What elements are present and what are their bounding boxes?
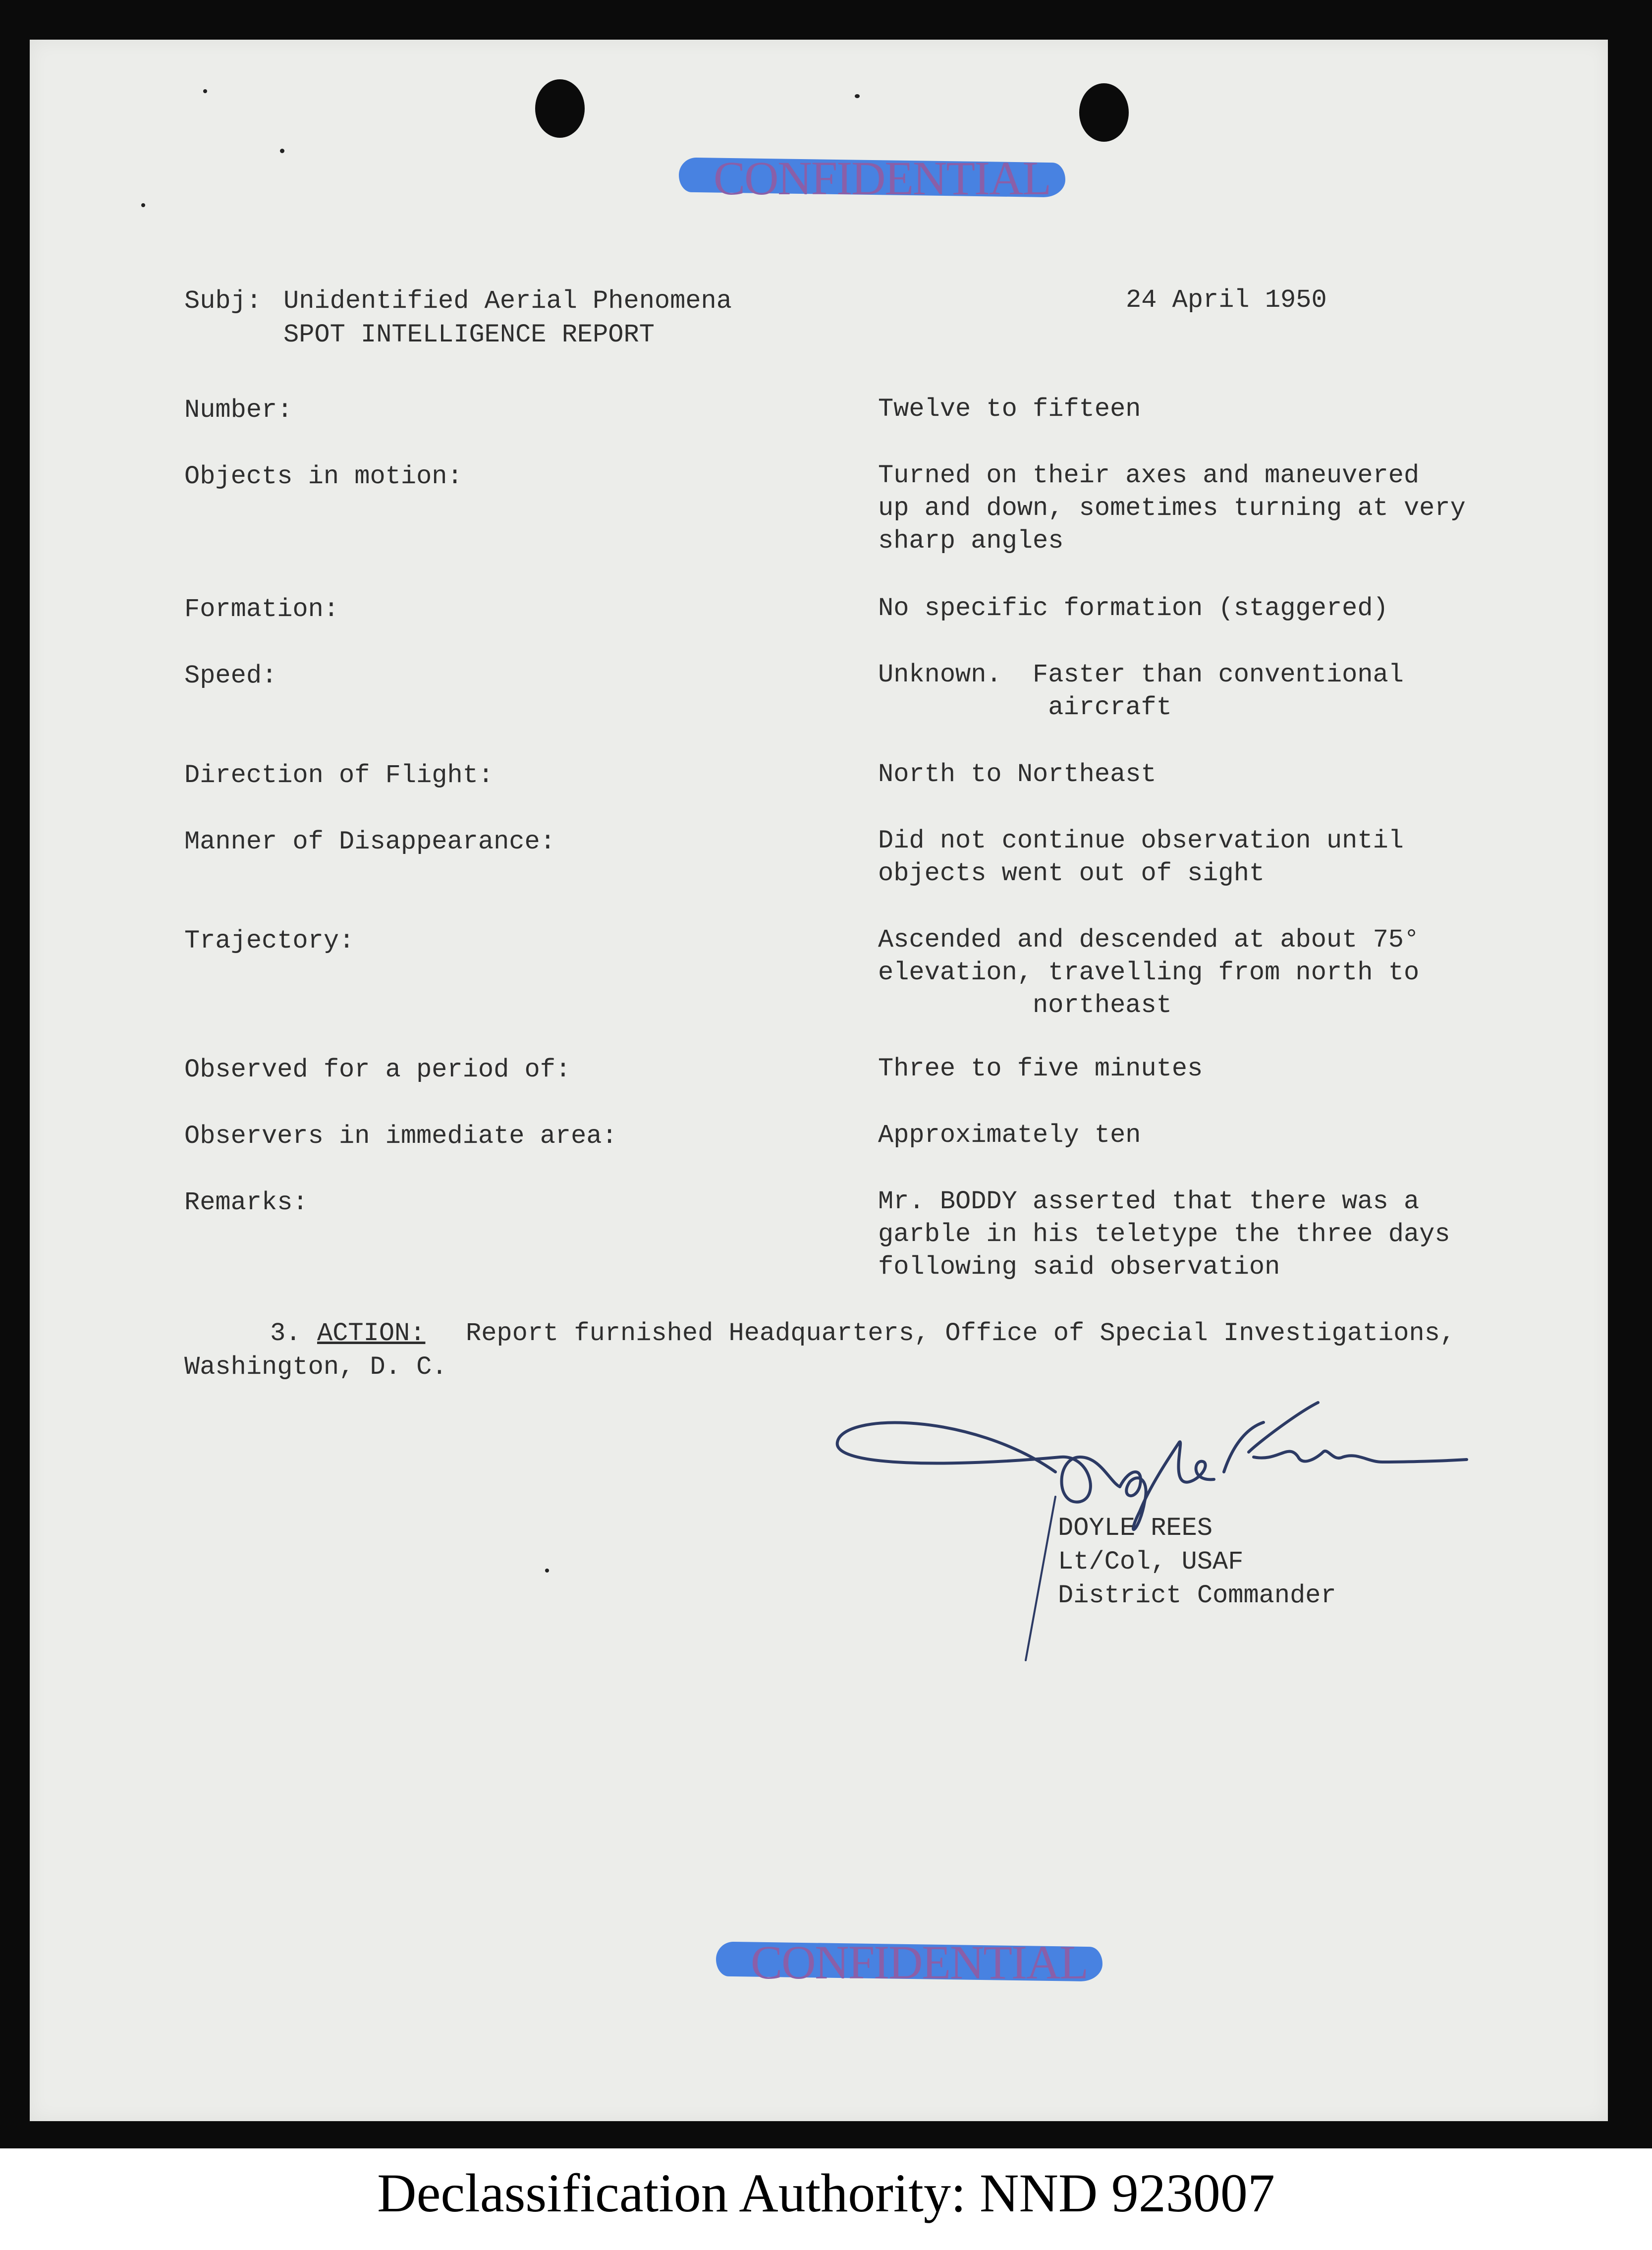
action-heading: ACTION: [317, 1319, 426, 1348]
paper-speck [280, 149, 284, 153]
signer-name: DOYLE REES [1058, 1514, 1213, 1543]
value-line: North to Northeast [878, 760, 1156, 789]
value-line: elevation, travelling from north to [878, 958, 1420, 987]
field-value [878, 393, 1532, 426]
field-label: Speed: [184, 661, 277, 690]
value-line: Three to five minutes [878, 1054, 1203, 1083]
punch-hole-right [1079, 83, 1129, 142]
field-value [878, 758, 1532, 791]
signature-block [1058, 1512, 1336, 1613]
action-number: 3. [270, 1319, 301, 1348]
field-value [878, 1119, 1532, 1152]
value-line: northeast [878, 991, 1172, 1020]
paper-speck [203, 89, 207, 93]
value-line: Twelve to fifteen [878, 394, 1141, 424]
field-value [878, 825, 1532, 890]
field-label: Formation: [184, 595, 339, 624]
field-label: Trajectory: [184, 926, 355, 956]
field-label: Observers in immediate area: [184, 1122, 617, 1151]
field-label: Observed for a period of: [184, 1055, 571, 1084]
punch-hole-left [535, 79, 585, 138]
value-line: Unknown. Faster than conventional [878, 660, 1404, 689]
field-value [878, 659, 1532, 724]
signer-rank: Lt/Col, USAF [1058, 1547, 1244, 1576]
value-line: sharp angles [878, 526, 1064, 556]
subject-prefix: Subj: [184, 286, 262, 316]
paper-speck [545, 1569, 549, 1573]
value-line: Turned on their axes and maneuvered [878, 461, 1420, 490]
value-line: No specific formation (staggered) [878, 594, 1388, 623]
value-line: Mr. BODDY asserted that there was a [878, 1187, 1420, 1216]
action-text-line-1: Report furnished Headquarters, Office of Special Investigations, [466, 1319, 1456, 1348]
field-value [878, 1053, 1532, 1085]
value-line: objects went out of sight [878, 859, 1265, 888]
paper-speck [141, 203, 145, 207]
value-line: garble in his teletype the three days [878, 1220, 1450, 1249]
confidential-stamp-top [679, 151, 1065, 206]
value-line: following said observation [878, 1252, 1280, 1282]
field-value [878, 1185, 1532, 1284]
action-text-line-2: Washington, D. C. [184, 1352, 447, 1382]
field-value [878, 924, 1532, 1022]
subject-line-1: Unidentified Aerial Phenomena [283, 286, 732, 316]
field-value [878, 592, 1532, 625]
report-date: 24 April 1950 [1126, 285, 1327, 315]
value-line: Approximately ten [878, 1121, 1141, 1150]
value-line: Did not continue observation until [878, 826, 1404, 855]
field-label: Manner of Disappearance: [184, 827, 555, 856]
confidential-stamp-text: CONFIDENTIAL [751, 1936, 1088, 1989]
signer-title: District Commander [1058, 1581, 1336, 1610]
field-label: Direction of Flight: [184, 761, 494, 790]
confidential-stamp-bottom [716, 1935, 1102, 1990]
field-value [878, 459, 1532, 558]
field-label: Remarks: [184, 1188, 308, 1217]
value-line: Ascended and descended at about 75° [878, 925, 1420, 955]
value-line: up and down, sometimes turning at very [878, 494, 1466, 523]
subject-line-2: SPOT INTELLIGENCE REPORT [283, 320, 655, 349]
declassification-caption: Declassification Authority: NND 923007 [377, 2163, 1275, 2223]
confidential-stamp-text: CONFIDENTIAL [714, 152, 1050, 205]
field-label: Objects in motion: [184, 462, 463, 491]
value-line: aircraft [878, 693, 1172, 722]
paper-speck [855, 94, 860, 98]
field-label: Number: [184, 395, 293, 425]
